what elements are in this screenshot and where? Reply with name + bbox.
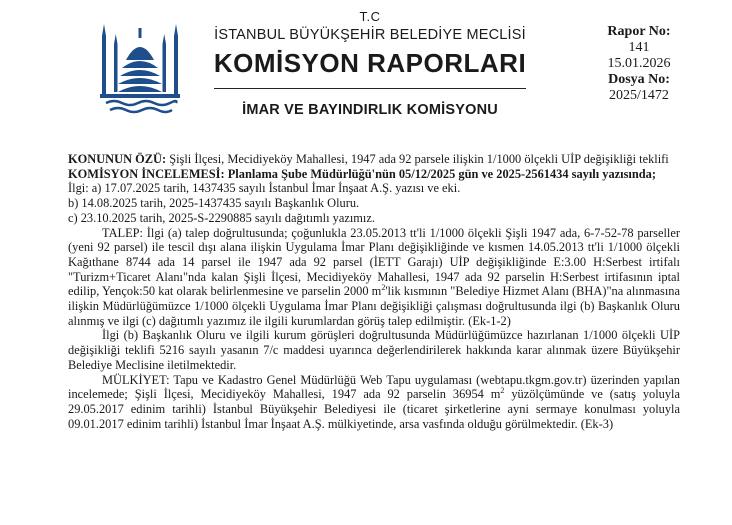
committee-name: İMAR VE BAYINDIRLIK KOMİSYONU [242,102,498,118]
reference-a: İlgi: a) 17.07.2025 tarih, 1437435 sayılı İstanbul İmar İnşaat A.Ş. yazısı ve eki. [68,181,461,196]
page-title: KOMİSYON RAPORLARI [213,48,527,78]
ownership-superscript: 2 [500,386,505,396]
state-label: T.C [359,9,381,24]
examination-label: KOMİSYON İNCELEMESİ: [68,166,225,181]
report-date: 15.01.2026 [607,56,671,71]
header-divider [214,88,526,89]
council-name: İSTANBUL BÜYÜKŞEHİR BELEDİYE MECLİSİ [214,27,526,43]
examination-text: Planlama Şube Müdürlüğü'nün 05/12/2025 gün ve 2025-2561434 sayılı yazısında; [224,166,656,181]
request-text-2: 'lik kısmının "Belediye Hizmet Alanı (BHA)"na alınmasına ilişkin Müdürlüğümüzce 1/1000 ölçekli Uygulama İmar Planı değişikliği çalışması doğrultusunda ilgi (b) Başkanlık Oluru alınmış ve ilgi (c) dağıtımlı yazımız ile ilgili kurumlardan görüş talep edilmiştir. (Ek-1-2) [68,284,680,328]
request-superscript: 2 [381,283,386,293]
rapor-no-label: Rapor No: [607,24,671,39]
request-paragraph [68,226,680,329]
dosya-no-value: 2025/1472 [609,88,669,103]
reference-c: c) 23.10.2025 tarih, 2025-S-2290885 sayılı dağıtımlı yazımız. [68,210,375,225]
ownership-text-1: MÜLKİYET: Tapu ve Kadastro Genel Müdürlüğü Web Tapu uygulaması (webtapu.tkgm.gov.tr) üzerinden yapılan incelemede; Şişli İlçesi, Mecidiyeköy Mahallesi, 1947 ada 92 parselin 36954 m [68,372,680,402]
report-body [68,152,680,431]
ownership-text-2: yüzölçümünde ve (satış yoluyla 29.05.2017 edinim tarihli) İstanbul Büyükşehir Belediyesi ile (ticaret şirketlerine ayni sermaye konulması yoluyla 09.01.2017 edinim tarihli) İstanbul İmar İnşaat A.Ş. mülkiyetinde, arsa vasfında olduğu görülmektedir. (Ek-3) [68,387,681,431]
ibb-logo-icon [96,14,184,116]
subject-text: Şişli İlçesi, Mecidiyeköy Mahallesi, 1947 ada 92 parsele ilişkin 1/1000 ölçekli UİP değişikliği teklifi [166,152,669,166]
reference-b-paragraph: İlgi (b) Başkanlık Oluru ve ilgili kurum görüşleri doğrultusunda Müdürlüğümüzce hazırlanan 1/1000 ölçekli UİP değişikliği teklifi 5216 sayılı yasanın 7/c maddesi uyarınca değerlendirilerek hakkında karar alınmak üzere Büyükşehir Belediye Meclisine iletilmektedir. [68,328,680,372]
reference-b: b) 14.08.2025 tarih, 2025-1437435 sayılı Başkanlık Oluru. [68,196,360,211]
examination-paragraph [68,167,680,182]
subject-paragraph [68,152,680,167]
request-text-1: TALEP: İlgi (a) talep doğrultusunda; çoğunlukla 23.05.2013 tt'li 1/1000 ölçekli Şişli 1947 ada, 6-7-52-78 parseller (yeni 92 parsel) ile tescil dışı alana ilişkin Uygulama İmar Planı değişikliğinde ve kısmen 14.05.2013 tt'li 1/1000 ölçekli Kağıthane 8744 ada 14 parsel ile 1947 ada 92 parsel (İETT Garajı) UİP değişikliğinde E:3.00 H:Serbest irtifalı "Turizm+Ticaret Alanı"nda kalan Şişli İlçesi, Mecidiyeköy Mahallesi, 1947 ada 92 parselin H:Serbest irtifasının iptal edilip, Yençok:50 kat olarak belirlenmesine ve parselin 2000 m [68,225,680,299]
header [200,8,540,119]
rapor-no-value: 141 [628,40,650,55]
ownership-paragraph [68,373,680,432]
report-meta [584,24,694,104]
dosya-no-label: Dosya No: [608,72,670,87]
subject-label: KONUNUN ÖZÜ: [68,152,167,166]
